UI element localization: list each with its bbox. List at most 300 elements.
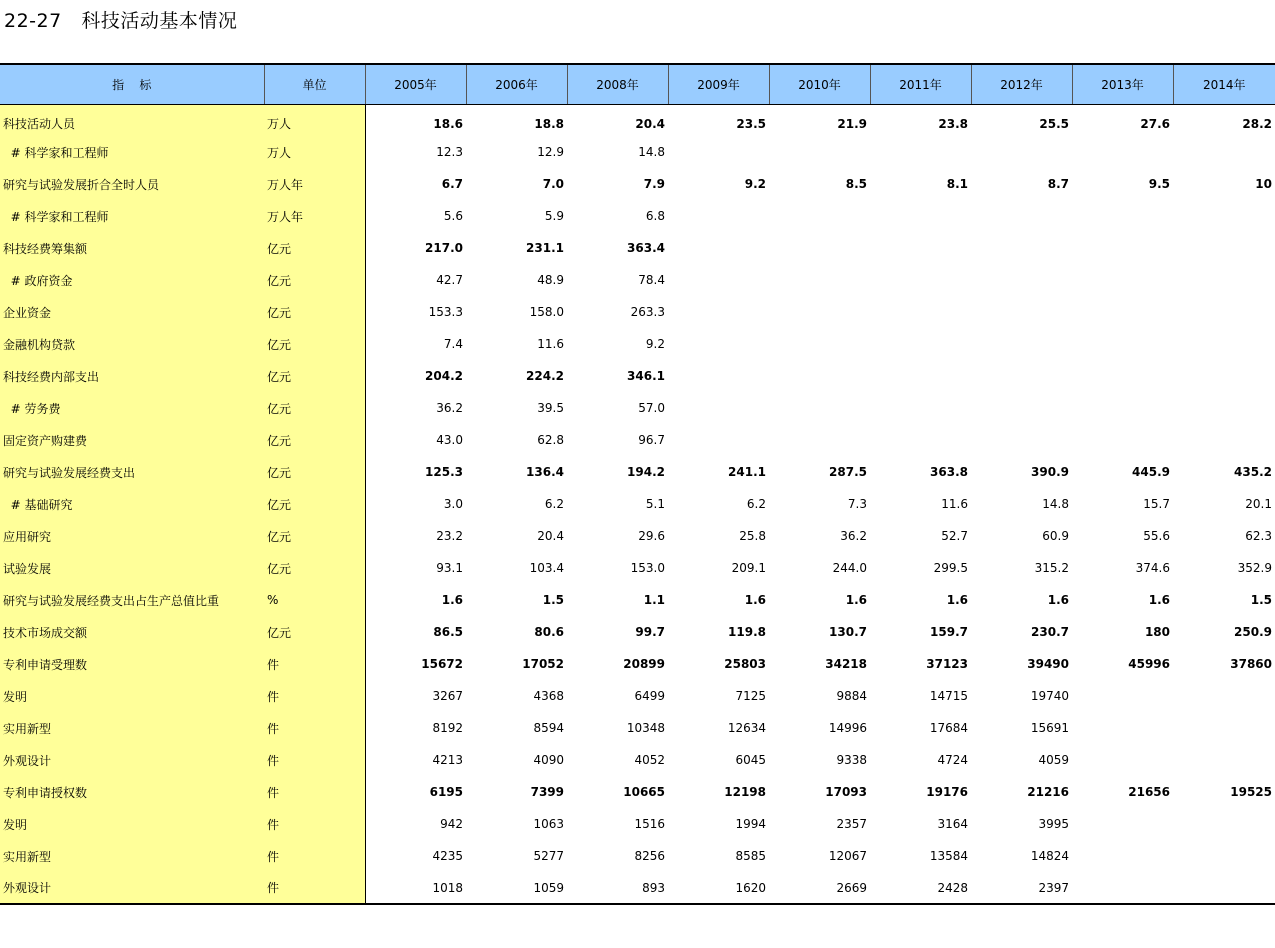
value-cell: 93.1	[436, 561, 463, 575]
unit-cell: 亿元	[264, 392, 365, 424]
value-cell: 204.2	[425, 369, 463, 383]
value-cell	[1173, 136, 1275, 168]
value-cell: 55.6	[1143, 529, 1170, 543]
value-cell: 1516	[634, 817, 665, 831]
table-row	[0, 808, 1275, 840]
value-cell	[668, 232, 769, 264]
unit-cell: 件	[264, 712, 365, 744]
value-cell: 28.2	[1242, 116, 1272, 131]
value-cell: 1.6	[744, 593, 766, 607]
value-cell: 23.8	[938, 116, 968, 131]
value-cell: 241.1	[728, 465, 766, 479]
header-indicator: 指 标	[0, 64, 264, 104]
value-cell: 15672	[421, 657, 463, 671]
value-cell: 19176	[926, 785, 968, 799]
value-cell: 942	[440, 817, 463, 831]
table-row	[0, 680, 1275, 712]
value-cell: 6.2	[746, 497, 766, 511]
indicator-cell: 试验发展	[0, 552, 264, 584]
value-cell	[971, 232, 1072, 264]
value-cell	[870, 232, 971, 264]
value-cell	[1072, 712, 1173, 744]
value-cell: 1.6	[441, 593, 463, 607]
value-cell: 29.6	[638, 529, 665, 543]
indicator-cell: 实用新型	[0, 840, 264, 872]
value-cell: 25.8	[739, 529, 766, 543]
value-cell: 36.2	[840, 529, 867, 543]
table-row	[0, 232, 1275, 264]
value-cell	[971, 360, 1072, 392]
value-cell	[1072, 808, 1173, 840]
header-year: 2006年	[466, 64, 567, 104]
value-cell: 9.2	[645, 337, 665, 351]
value-cell	[1072, 296, 1173, 328]
value-cell: 80.6	[534, 625, 564, 639]
header-year: 2014年	[1173, 64, 1275, 104]
table-row	[0, 584, 1275, 616]
value-cell: 20.1	[1245, 497, 1272, 511]
value-cell: 158.0	[529, 305, 564, 319]
table-row	[0, 552, 1275, 584]
value-cell: 1.6	[845, 593, 867, 607]
indicator-cell: 企业资金	[0, 296, 264, 328]
value-cell: 4052	[634, 753, 665, 767]
value-cell: 5.9	[544, 209, 564, 223]
header-year: 2013年	[1072, 64, 1173, 104]
value-cell: 209.1	[731, 561, 766, 575]
table-row	[0, 456, 1275, 488]
table-row	[0, 296, 1275, 328]
value-cell: 346.1	[627, 369, 665, 383]
value-cell: 96.7	[638, 433, 665, 447]
value-cell: 5.6	[443, 209, 463, 223]
value-cell: 9.5	[1148, 177, 1170, 191]
value-cell: 180	[1144, 625, 1170, 639]
unit-cell: 件	[264, 840, 365, 872]
value-cell: 250.9	[1234, 625, 1272, 639]
indicator-cell: # 政府资金	[0, 264, 264, 296]
value-cell	[1173, 872, 1275, 904]
unit-cell: 亿元	[264, 616, 365, 648]
value-cell	[971, 392, 1072, 424]
value-cell	[668, 200, 769, 232]
value-cell: 78.4	[638, 273, 665, 287]
value-cell: 20.4	[537, 529, 564, 543]
value-cell: 1.5	[1250, 593, 1272, 607]
value-cell	[1173, 264, 1275, 296]
unit-cell: 亿元	[264, 360, 365, 392]
table-row	[0, 392, 1275, 424]
value-cell: 21.9	[837, 116, 867, 131]
value-cell: 9884	[836, 689, 867, 703]
unit-cell: 亿元	[264, 424, 365, 456]
table-row	[0, 488, 1275, 520]
value-cell: 363.8	[930, 465, 968, 479]
value-cell: 12.9	[537, 145, 564, 159]
unit-cell: 亿元	[264, 232, 365, 264]
value-cell	[1173, 232, 1275, 264]
value-cell: 1059	[466, 872, 567, 904]
value-cell: 1.6	[1148, 593, 1170, 607]
value-cell	[668, 136, 769, 168]
value-cell: 19740	[1030, 689, 1069, 703]
value-cell: 445.9	[1132, 465, 1170, 479]
value-cell: 27.6	[1140, 116, 1170, 131]
value-cell: 4090	[533, 753, 564, 767]
value-cell	[971, 296, 1072, 328]
value-cell	[971, 136, 1072, 168]
value-cell: 5.1	[645, 497, 665, 511]
value-cell: 15.7	[1143, 497, 1170, 511]
value-cell: 1.6	[1047, 593, 1069, 607]
header-year: 2009年	[668, 64, 769, 104]
unit-cell: 亿元	[264, 520, 365, 552]
value-cell: 3164	[937, 817, 968, 831]
indicator-cell: 发明	[0, 680, 264, 712]
value-cell: 4213	[432, 753, 463, 767]
value-cell: 435.2	[1234, 465, 1272, 479]
indicator-cell: 科技经费筹集额	[0, 232, 264, 264]
indicator-cell: 科技经费内部支出	[0, 360, 264, 392]
value-cell: 8.5	[845, 177, 867, 191]
value-cell	[1173, 424, 1275, 456]
value-cell: 7.9	[643, 177, 665, 191]
indicator-cell: 应用研究	[0, 520, 264, 552]
value-cell	[971, 328, 1072, 360]
value-cell: 34218	[825, 657, 867, 671]
table-row	[0, 744, 1275, 776]
table-row	[0, 872, 1275, 904]
value-cell: 1.6	[946, 593, 968, 607]
value-cell: 315.2	[1034, 561, 1069, 575]
value-cell: 7.4	[443, 337, 463, 351]
value-cell: 42.7	[436, 273, 463, 287]
value-cell: 57.0	[638, 401, 665, 415]
table-row	[0, 712, 1275, 744]
value-cell: 14996	[828, 721, 867, 735]
value-cell: 36.2	[436, 401, 463, 415]
value-cell	[1072, 264, 1173, 296]
value-cell: 2357	[836, 817, 867, 831]
value-cell: 1994	[735, 817, 766, 831]
value-cell: 62.8	[537, 433, 564, 447]
value-cell: 99.7	[635, 625, 665, 639]
value-cell	[769, 424, 870, 456]
header-year: 2008年	[567, 64, 668, 104]
unit-cell: 亿元	[264, 552, 365, 584]
value-cell: 6.8	[645, 209, 665, 223]
table-row	[0, 136, 1275, 168]
value-cell: 2397	[971, 872, 1072, 904]
value-cell: 8192	[432, 721, 463, 735]
header-row	[0, 64, 1275, 104]
page-title: 22-27 科技活动基本情况	[4, 10, 238, 32]
value-cell	[1072, 744, 1173, 776]
value-cell: 6499	[634, 689, 665, 703]
value-cell: 23.5	[736, 116, 766, 131]
value-cell: 12198	[724, 785, 766, 799]
indicator-cell: 专利申请授权数	[0, 776, 264, 808]
value-cell	[1072, 392, 1173, 424]
value-cell: 25.5	[1039, 116, 1069, 131]
value-cell	[769, 328, 870, 360]
value-cell: 5277	[533, 849, 564, 863]
value-cell	[1072, 200, 1173, 232]
table-row	[0, 200, 1275, 232]
value-cell: 17052	[522, 657, 564, 671]
value-cell: 6045	[735, 753, 766, 767]
value-cell	[1072, 136, 1173, 168]
unit-cell: 万人年	[264, 168, 365, 200]
value-cell: 10348	[626, 721, 665, 735]
value-cell: 12067	[828, 849, 867, 863]
value-cell: 20899	[623, 657, 665, 671]
value-cell: 52.7	[941, 529, 968, 543]
value-cell	[870, 392, 971, 424]
value-cell	[870, 296, 971, 328]
value-cell	[668, 328, 769, 360]
value-cell: 1.1	[643, 593, 665, 607]
value-cell	[1072, 680, 1173, 712]
value-cell	[1072, 872, 1173, 904]
value-cell: 6195	[429, 785, 463, 799]
value-cell: 4724	[937, 753, 968, 767]
value-cell	[870, 424, 971, 456]
indicator-cell: 研究与试验发展经费支出	[0, 456, 264, 488]
value-cell: 244.0	[832, 561, 867, 575]
value-cell: 37860	[1230, 657, 1272, 671]
value-cell: 3.0	[443, 497, 463, 511]
value-cell: 11.6	[941, 497, 968, 511]
value-cell: 2669	[769, 872, 870, 904]
value-cell: 86.5	[433, 625, 463, 639]
value-cell: 9338	[836, 753, 867, 767]
value-cell: 1018	[365, 872, 466, 904]
value-cell: 263.3	[630, 305, 665, 319]
value-cell	[1072, 232, 1173, 264]
value-cell	[1072, 840, 1173, 872]
value-cell: 230.7	[1031, 625, 1069, 639]
value-cell: 9.2	[744, 177, 766, 191]
table-row	[0, 328, 1275, 360]
value-cell: 39.5	[537, 401, 564, 415]
value-cell: 4368	[533, 689, 564, 703]
table-row	[0, 264, 1275, 296]
table-row	[0, 168, 1275, 200]
value-cell: 10665	[623, 785, 665, 799]
header-year: 2011年	[870, 64, 971, 104]
indicator-cell: 外观设计	[0, 744, 264, 776]
value-cell: 25803	[724, 657, 766, 671]
value-cell	[870, 136, 971, 168]
value-cell: 23.2	[436, 529, 463, 543]
value-cell: 18.6	[433, 116, 463, 131]
value-cell: 7125	[735, 689, 766, 703]
value-cell: 60.9	[1042, 529, 1069, 543]
value-cell	[870, 264, 971, 296]
unit-cell: 亿元	[264, 264, 365, 296]
value-cell: 159.7	[930, 625, 968, 639]
value-cell: 6.2	[544, 497, 564, 511]
value-cell: 7.3	[847, 497, 867, 511]
value-cell: 13584	[929, 849, 968, 863]
value-cell: 15691	[1030, 721, 1069, 735]
unit-cell: 亿元	[264, 488, 365, 520]
value-cell	[668, 264, 769, 296]
value-cell: 153.3	[428, 305, 463, 319]
value-cell: 62.3	[1245, 529, 1272, 543]
value-cell: 217.0	[425, 241, 463, 255]
value-cell: 231.1	[526, 241, 564, 255]
value-cell: 299.5	[933, 561, 968, 575]
stats-table	[0, 63, 1275, 905]
unit-cell: 件	[264, 872, 365, 904]
value-cell	[1173, 840, 1275, 872]
value-cell: 43.0	[436, 433, 463, 447]
value-cell	[769, 232, 870, 264]
value-cell	[971, 200, 1072, 232]
indicator-cell: 研究与试验发展折合全时人员	[0, 168, 264, 200]
table-row	[0, 104, 1275, 136]
value-cell: 21216	[1027, 785, 1069, 799]
value-cell	[1173, 200, 1275, 232]
unit-cell: 万人	[264, 136, 365, 168]
table-row	[0, 648, 1275, 680]
value-cell	[1173, 328, 1275, 360]
value-cell	[668, 296, 769, 328]
indicator-cell: 发明	[0, 808, 264, 840]
table-row	[0, 776, 1275, 808]
value-cell: 893	[567, 872, 668, 904]
value-cell	[870, 200, 971, 232]
indicator-cell: 专利申请受理数	[0, 648, 264, 680]
value-cell: 12634	[727, 721, 766, 735]
table-row	[0, 360, 1275, 392]
value-cell	[668, 424, 769, 456]
value-cell: 8594	[533, 721, 564, 735]
indicator-cell: 科技活动人员	[0, 104, 264, 136]
value-cell	[1173, 744, 1275, 776]
value-cell	[971, 424, 1072, 456]
value-cell	[1173, 360, 1275, 392]
value-cell	[769, 392, 870, 424]
value-cell: 6.7	[441, 177, 463, 191]
indicator-cell: # 科学家和工程师	[0, 136, 264, 168]
value-cell: 21656	[1128, 785, 1170, 799]
table-row	[0, 520, 1275, 552]
value-cell: 363.4	[627, 241, 665, 255]
indicator-cell: 实用新型	[0, 712, 264, 744]
value-cell: 103.4	[529, 561, 564, 575]
value-cell: 1063	[533, 817, 564, 831]
table-row	[0, 424, 1275, 456]
value-cell	[1072, 360, 1173, 392]
value-cell: 374.6	[1135, 561, 1170, 575]
value-cell	[1072, 424, 1173, 456]
value-cell	[668, 360, 769, 392]
value-cell: 390.9	[1031, 465, 1069, 479]
value-cell: 48.9	[537, 273, 564, 287]
value-cell	[769, 296, 870, 328]
value-cell: 14.8	[1042, 497, 1069, 511]
value-cell: 1.5	[542, 593, 564, 607]
value-cell	[769, 200, 870, 232]
unit-cell: 件	[264, 648, 365, 680]
value-cell: 224.2	[526, 369, 564, 383]
value-cell: 3995	[1038, 817, 1069, 831]
value-cell: 4235	[432, 849, 463, 863]
value-cell	[769, 264, 870, 296]
value-cell: 3267	[432, 689, 463, 703]
value-cell: 194.2	[627, 465, 665, 479]
indicator-cell: 研究与试验发展经费支出占生产总值比重	[0, 584, 264, 616]
table-row	[0, 840, 1275, 872]
indicator-cell: 金融机构贷款	[0, 328, 264, 360]
unit-cell: 万人年	[264, 200, 365, 232]
value-cell: 287.5	[829, 465, 867, 479]
value-cell	[870, 360, 971, 392]
header-year: 2012年	[971, 64, 1072, 104]
value-cell	[1173, 712, 1275, 744]
value-cell	[1072, 328, 1173, 360]
value-cell: 125.3	[425, 465, 463, 479]
table-row	[0, 616, 1275, 648]
header-year: 2005年	[365, 64, 466, 104]
unit-cell: 万人	[264, 104, 365, 136]
value-cell: 14715	[929, 689, 968, 703]
value-cell	[1173, 392, 1275, 424]
value-cell: 12.3	[436, 145, 463, 159]
value-cell	[769, 136, 870, 168]
value-cell	[668, 392, 769, 424]
header-unit: 单位	[264, 64, 365, 104]
value-cell: 119.8	[728, 625, 766, 639]
unit-cell: 亿元	[264, 296, 365, 328]
value-cell: 7399	[530, 785, 564, 799]
value-cell: 8.1	[946, 177, 968, 191]
value-cell: 8585	[735, 849, 766, 863]
indicator-cell: 固定资产购建费	[0, 424, 264, 456]
value-cell: 17093	[825, 785, 867, 799]
unit-cell: %	[264, 584, 365, 616]
value-cell: 10	[1255, 177, 1272, 191]
indicator-cell: # 基础研究	[0, 488, 264, 520]
indicator-cell: # 科学家和工程师	[0, 200, 264, 232]
value-cell: 8.7	[1047, 177, 1069, 191]
unit-cell: 件	[264, 744, 365, 776]
value-cell: 11.6	[537, 337, 564, 351]
indicator-cell: # 劳务费	[0, 392, 264, 424]
value-cell: 7.0	[542, 177, 564, 191]
value-cell: 2428	[870, 872, 971, 904]
value-cell: 130.7	[829, 625, 867, 639]
value-cell: 18.8	[534, 116, 564, 131]
value-cell: 20.4	[635, 116, 665, 131]
header-year: 2010年	[769, 64, 870, 104]
value-cell: 1620	[668, 872, 769, 904]
value-cell	[971, 264, 1072, 296]
value-cell: 14.8	[638, 145, 665, 159]
unit-cell: 件	[264, 808, 365, 840]
value-cell: 17684	[929, 721, 968, 735]
value-cell: 136.4	[526, 465, 564, 479]
unit-cell: 件	[264, 776, 365, 808]
value-cell: 37123	[926, 657, 968, 671]
unit-cell: 件	[264, 680, 365, 712]
value-cell: 14824	[1030, 849, 1069, 863]
value-cell: 19525	[1230, 785, 1272, 799]
indicator-cell: 技术市场成交额	[0, 616, 264, 648]
